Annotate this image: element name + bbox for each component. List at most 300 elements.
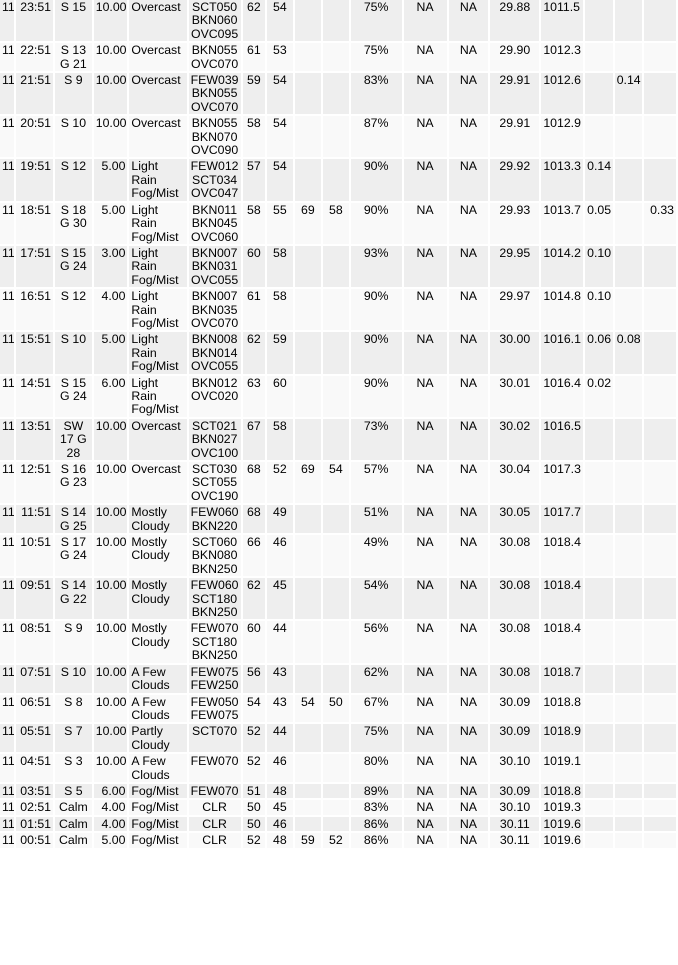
air-temp-cell: 63 — [243, 376, 265, 417]
air-temp-cell: 50 — [243, 817, 265, 831]
precip-1hr-cell — [585, 724, 613, 752]
wind-chill-cell: NA — [404, 159, 447, 200]
table-row — [0, 419, 676, 460]
six-hour-max-cell — [295, 800, 322, 814]
sky-condition-cell: FEW060 SCT180 BKN250 — [189, 578, 241, 619]
heat-index-cell: NA — [449, 784, 489, 798]
sky-condition-cell: BKN007 BKN035 OVC070 — [189, 289, 241, 330]
sky-condition-cell: SCT060 BKN080 BKN250 — [189, 535, 241, 576]
precip-3hr-cell — [615, 800, 643, 814]
six-hour-min-cell — [323, 505, 349, 533]
heat-index-cell: NA — [449, 817, 489, 831]
time-cell: 16:51 — [16, 289, 53, 330]
six-hour-max-cell — [295, 754, 322, 782]
six-hour-min-cell — [323, 419, 349, 460]
heat-index-cell: NA — [449, 833, 489, 847]
visibility-cell: 5.00 — [94, 159, 128, 200]
precip-3hr-cell — [615, 817, 643, 831]
date-cell: 11 — [0, 43, 14, 71]
precip-1hr-cell: 0.10 — [585, 289, 613, 330]
six-hour-min-cell: 54 — [323, 462, 349, 503]
wind-chill-cell: NA — [404, 462, 447, 503]
relative-humidity-cell: 67% — [351, 695, 402, 723]
six-hour-max-cell — [295, 332, 322, 373]
precip-1hr-cell — [585, 833, 613, 847]
six-hour-max-cell — [295, 665, 322, 693]
sea-level-pressure-cell: 1018.7 — [541, 665, 583, 693]
weather-cell: Partly Cloudy — [129, 724, 186, 752]
table-row — [0, 817, 676, 831]
relative-humidity-cell: 86% — [351, 817, 402, 831]
table-row — [0, 621, 676, 662]
weather-cell: Overcast — [129, 0, 186, 41]
air-temp-cell: 61 — [243, 43, 265, 71]
wind-cell: S 5 — [55, 784, 92, 798]
date-cell: 11 — [2, 783, 15, 798]
wind-cell: Calm — [55, 833, 92, 847]
six-hour-max-cell — [295, 159, 322, 200]
six-hour-min-cell — [323, 535, 349, 576]
wind-chill-cell: NA — [404, 754, 447, 782]
sky-condition-cell: BKN055 BKN070 OVC090 — [189, 116, 241, 157]
heat-index-cell: NA — [449, 419, 489, 460]
wind-chill-cell: NA — [404, 419, 447, 460]
precip-3hr-cell — [615, 833, 643, 847]
precip-6hr-cell — [644, 332, 676, 373]
six-hour-max-cell — [295, 376, 322, 417]
sky-condition-cell: BKN055 OVC070 — [189, 43, 241, 71]
dewpoint-cell: 43 — [267, 665, 293, 693]
precip-1hr-cell — [585, 116, 613, 157]
dewpoint-cell: 55 — [267, 203, 293, 244]
precip-3hr-cell: 0.14 — [615, 73, 643, 114]
six-hour-min-cell: 52 — [323, 833, 349, 847]
air-temp-cell: 59 — [243, 73, 265, 114]
date-cell: 11 — [0, 159, 14, 200]
precip-3hr-cell — [615, 376, 643, 417]
relative-humidity-cell: 75% — [351, 0, 402, 41]
precip-3hr-cell — [615, 246, 643, 287]
wind-chill-cell: NA — [404, 784, 447, 798]
table-row — [0, 0, 676, 41]
dewpoint-cell: 54 — [267, 73, 293, 114]
wind-cell: S 8 — [55, 695, 92, 723]
precip-3hr-cell — [615, 203, 643, 244]
precip-3hr-cell — [615, 665, 643, 693]
wind-cell: Calm — [55, 800, 92, 814]
visibility-cell: 10.00 — [94, 116, 128, 157]
wind-chill-cell: NA — [404, 621, 447, 662]
six-hour-max-cell — [295, 246, 322, 287]
date-cell: 11 — [2, 833, 15, 848]
wind-chill-cell: NA — [404, 535, 447, 576]
relative-humidity-cell: 90% — [351, 159, 402, 200]
six-hour-min-cell — [323, 159, 349, 200]
date-cell: 11 — [0, 505, 14, 533]
time-cell: 17:51 — [16, 246, 53, 287]
sky-condition-cell: FEW060 BKN220 — [189, 505, 241, 533]
altimeter-cell: 29.91 — [490, 73, 539, 114]
precip-6hr-cell — [644, 159, 676, 200]
dewpoint-cell: 48 — [267, 833, 293, 847]
six-hour-min-cell: 50 — [323, 695, 349, 723]
precip-3hr-cell — [615, 724, 643, 752]
precip-6hr-cell — [644, 724, 676, 752]
date-cell: 11 — [0, 621, 14, 662]
table-row — [0, 724, 676, 752]
weather-cell: Fog/Mist — [129, 784, 186, 798]
dewpoint-cell: 52 — [267, 462, 293, 503]
precip-3hr-cell — [615, 784, 643, 798]
six-hour-max-cell — [295, 621, 322, 662]
precip-1hr-cell — [585, 73, 613, 114]
six-hour-max-cell — [295, 289, 322, 330]
wind-cell: S 18 G 30 — [55, 203, 92, 244]
sky-condition-cell: CLR — [189, 833, 241, 847]
time-cell: 20:51 — [16, 116, 53, 157]
heat-index-cell: NA — [449, 43, 489, 71]
weather-cell: Light Rain Fog/Mist — [129, 246, 186, 287]
heat-index-cell: NA — [449, 116, 489, 157]
dewpoint-cell: 44 — [267, 621, 293, 662]
heat-index-cell: NA — [449, 289, 489, 330]
table-row — [0, 784, 676, 798]
dewpoint-cell: 48 — [267, 784, 293, 798]
heat-index-cell: NA — [449, 246, 489, 287]
dewpoint-cell: 58 — [267, 289, 293, 330]
wind-cell: S 12 — [55, 159, 92, 200]
heat-index-cell: NA — [449, 376, 489, 417]
precip-1hr-cell: 0.06 — [585, 332, 613, 373]
date-cell: 11 — [0, 0, 14, 41]
six-hour-max-cell: 59 — [295, 833, 322, 847]
relative-humidity-cell: 90% — [351, 332, 402, 373]
time-cell: 04:51 — [16, 754, 53, 782]
wind-chill-cell: NA — [404, 332, 447, 373]
weather-cell: Overcast — [129, 43, 186, 71]
air-temp-cell: 61 — [243, 289, 265, 330]
visibility-cell: 5.00 — [94, 833, 128, 847]
time-cell: 11:51 — [16, 505, 53, 533]
wind-cell: S 10 — [55, 665, 92, 693]
visibility-cell: 10.00 — [94, 695, 128, 723]
precip-3hr-cell: 0.08 — [615, 332, 643, 373]
relative-humidity-cell: 73% — [351, 419, 402, 460]
weather-cell: Mostly Cloudy — [129, 535, 186, 576]
six-hour-min-cell — [323, 754, 349, 782]
table-row — [0, 376, 676, 417]
precip-1hr-cell — [585, 754, 613, 782]
sky-condition-cell: BKN012 OVC020 — [189, 376, 241, 417]
precip-1hr-cell — [585, 0, 613, 41]
heat-index-cell: NA — [449, 505, 489, 533]
heat-index-cell: NA — [449, 332, 489, 373]
date-cell: 11 — [2, 816, 15, 831]
dewpoint-cell: 45 — [267, 578, 293, 619]
altimeter-cell: 30.08 — [490, 665, 539, 693]
table-row — [0, 462, 676, 503]
table-row — [0, 203, 676, 244]
altimeter-cell: 30.08 — [490, 535, 539, 576]
six-hour-min-cell — [323, 724, 349, 752]
time-cell: 13:51 — [16, 419, 53, 460]
air-temp-cell: 58 — [243, 203, 265, 244]
wind-cell: S 15 — [55, 0, 92, 41]
sky-condition-cell: SCT021 BKN027 OVC100 — [189, 419, 241, 460]
date-cell: 11 — [0, 203, 14, 244]
wind-cell: S 9 — [55, 621, 92, 662]
wind-cell: SW 17 G 28 — [55, 419, 92, 460]
wind-chill-cell: NA — [404, 116, 447, 157]
visibility-cell: 5.00 — [94, 332, 128, 373]
six-hour-min-cell — [323, 578, 349, 619]
time-cell: 06:51 — [16, 695, 53, 723]
precip-1hr-cell — [585, 817, 613, 831]
date-cell: 11 — [2, 800, 15, 815]
weather-cell: A Few Clouds — [129, 754, 186, 782]
date-cell: 11 — [0, 116, 14, 157]
relative-humidity-cell: 90% — [351, 376, 402, 417]
altimeter-cell: 29.97 — [490, 289, 539, 330]
wind-chill-cell: NA — [404, 73, 447, 114]
dewpoint-cell: 43 — [267, 695, 293, 723]
sea-level-pressure-cell: 1016.4 — [541, 376, 583, 417]
precip-1hr-cell: 0.05 — [585, 203, 613, 244]
relative-humidity-cell: 89% — [351, 784, 402, 798]
six-hour-max-cell — [295, 817, 322, 831]
heat-index-cell: NA — [449, 665, 489, 693]
wind-chill-cell: NA — [404, 203, 447, 244]
heat-index-cell: NA — [449, 535, 489, 576]
wind-chill-cell: NA — [404, 665, 447, 693]
sky-condition-cell: CLR — [189, 800, 241, 814]
wind-cell: S 3 — [55, 754, 92, 782]
precip-3hr-cell — [615, 505, 643, 533]
altimeter-cell: 29.88 — [490, 0, 539, 41]
wind-chill-cell: NA — [404, 578, 447, 619]
air-temp-cell: 66 — [243, 535, 265, 576]
precip-6hr-cell — [644, 800, 676, 814]
visibility-cell: 10.00 — [94, 0, 128, 41]
weather-cell: Fog/Mist — [129, 833, 186, 847]
wind-cell: S 14 G 22 — [55, 578, 92, 619]
time-cell: 01:51 — [16, 817, 53, 831]
heat-index-cell: NA — [449, 695, 489, 723]
heat-index-cell: NA — [449, 73, 489, 114]
weather-cell: A Few Clouds — [129, 695, 186, 723]
table-row — [0, 535, 676, 576]
six-hour-min-cell — [323, 332, 349, 373]
heat-index-cell: NA — [449, 724, 489, 752]
sea-level-pressure-cell: 1018.4 — [541, 621, 583, 662]
altimeter-cell: 29.93 — [490, 203, 539, 244]
time-cell: 10:51 — [16, 535, 53, 576]
air-temp-cell: 56 — [243, 665, 265, 693]
precip-6hr-cell: 0.33 — [644, 203, 676, 244]
relative-humidity-cell: 49% — [351, 535, 402, 576]
altimeter-cell: 29.90 — [490, 43, 539, 71]
precip-6hr-cell — [644, 665, 676, 693]
wind-chill-cell: NA — [404, 0, 447, 41]
visibility-cell: 10.00 — [94, 754, 128, 782]
table-row — [0, 246, 676, 287]
relative-humidity-cell: 86% — [351, 833, 402, 847]
precip-6hr-cell — [644, 535, 676, 576]
precip-1hr-cell — [585, 505, 613, 533]
table-row — [0, 43, 676, 71]
altimeter-cell: 30.02 — [490, 419, 539, 460]
air-temp-cell: 62 — [243, 578, 265, 619]
precip-1hr-cell — [585, 665, 613, 693]
six-hour-max-cell — [295, 505, 322, 533]
relative-humidity-cell: 90% — [351, 203, 402, 244]
precip-1hr-cell — [585, 578, 613, 619]
visibility-cell: 10.00 — [94, 419, 128, 460]
weather-cell: Overcast — [129, 73, 186, 114]
wind-cell: S 10 — [55, 332, 92, 373]
sky-condition-cell: SCT030 SCT055 OVC190 — [189, 462, 241, 503]
sea-level-pressure-cell: 1014.8 — [541, 289, 583, 330]
precip-6hr-cell — [644, 73, 676, 114]
dewpoint-cell: 54 — [267, 159, 293, 200]
sea-level-pressure-cell: 1019.3 — [541, 800, 583, 814]
time-cell: 05:51 — [16, 724, 53, 752]
precip-3hr-cell — [615, 419, 643, 460]
sea-level-pressure-cell: 1018.4 — [541, 535, 583, 576]
heat-index-cell: NA — [449, 754, 489, 782]
six-hour-min-cell — [323, 0, 349, 41]
precip-6hr-cell — [644, 754, 676, 782]
air-temp-cell: 54 — [243, 695, 265, 723]
table-row — [0, 754, 676, 782]
precip-3hr-cell — [615, 116, 643, 157]
dewpoint-cell: 44 — [267, 724, 293, 752]
table-row — [0, 289, 676, 330]
precip-6hr-cell — [644, 116, 676, 157]
altimeter-cell: 30.09 — [490, 695, 539, 723]
time-cell: 14:51 — [16, 376, 53, 417]
six-hour-max-cell — [295, 724, 322, 752]
six-hour-max-cell — [295, 0, 322, 41]
wind-cell: S 15 G 24 — [55, 376, 92, 417]
date-cell: 11 — [0, 578, 14, 619]
date-cell: 11 — [0, 289, 14, 330]
precip-6hr-cell — [644, 0, 676, 41]
six-hour-min-cell: 58 — [323, 203, 349, 244]
date-cell: 11 — [0, 535, 14, 576]
sea-level-pressure-cell: 1018.8 — [541, 695, 583, 723]
wind-cell: S 16 G 23 — [55, 462, 92, 503]
six-hour-max-cell: 69 — [295, 203, 322, 244]
wind-chill-cell: NA — [404, 289, 447, 330]
time-cell: 03:51 — [16, 784, 53, 798]
date-cell: 11 — [0, 419, 14, 460]
visibility-cell: 10.00 — [94, 505, 128, 533]
sky-condition-cell: SCT050 BKN060 OVC095 — [189, 0, 241, 41]
wind-cell: S 15 G 24 — [55, 246, 92, 287]
wind-cell: S 13 G 21 — [55, 43, 92, 71]
heat-index-cell: NA — [449, 578, 489, 619]
precip-6hr-cell — [644, 578, 676, 619]
sea-level-pressure-cell: 1011.5 — [541, 0, 583, 41]
relative-humidity-cell: 54% — [351, 578, 402, 619]
sea-level-pressure-cell: 1016.5 — [541, 419, 583, 460]
sky-condition-cell: FEW070 — [189, 784, 241, 798]
visibility-cell: 10.00 — [94, 73, 128, 114]
six-hour-max-cell — [295, 535, 322, 576]
sky-condition-cell: FEW050 FEW075 — [189, 695, 241, 723]
precip-6hr-cell — [644, 817, 676, 831]
precip-1hr-cell — [585, 695, 613, 723]
air-temp-cell: 51 — [243, 784, 265, 798]
relative-humidity-cell: 80% — [351, 754, 402, 782]
dewpoint-cell: 59 — [267, 332, 293, 373]
six-hour-max-cell — [295, 784, 322, 798]
visibility-cell: 6.00 — [94, 376, 128, 417]
relative-humidity-cell: 83% — [351, 800, 402, 814]
six-hour-min-cell — [323, 43, 349, 71]
weather-cell: Light Rain Fog/Mist — [129, 332, 186, 373]
wind-chill-cell: NA — [404, 833, 447, 847]
precip-6hr-cell — [644, 833, 676, 847]
precip-3hr-cell — [615, 0, 643, 41]
dewpoint-cell: 58 — [267, 246, 293, 287]
time-cell: 07:51 — [16, 665, 53, 693]
altimeter-cell: 30.01 — [490, 376, 539, 417]
wind-chill-cell: NA — [404, 43, 447, 71]
wind-chill-cell: NA — [404, 800, 447, 814]
wind-chill-cell: NA — [404, 505, 447, 533]
six-hour-min-cell — [323, 376, 349, 417]
heat-index-cell: NA — [449, 203, 489, 244]
precip-3hr-cell — [615, 289, 643, 330]
precip-6hr-cell — [644, 784, 676, 798]
air-temp-cell: 50 — [243, 800, 265, 814]
precip-6hr-cell — [644, 43, 676, 71]
visibility-cell: 10.00 — [94, 462, 128, 503]
sky-condition-cell: FEW070 SCT180 BKN250 — [189, 621, 241, 662]
six-hour-max-cell — [295, 578, 322, 619]
altimeter-cell: 30.11 — [490, 817, 539, 831]
wind-cell: S 10 — [55, 116, 92, 157]
weather-cell: A Few Clouds — [129, 665, 186, 693]
precip-6hr-cell — [644, 621, 676, 662]
date-cell: 11 — [0, 332, 14, 373]
relative-humidity-cell: 51% — [351, 505, 402, 533]
precip-3hr-cell — [615, 43, 643, 71]
time-cell: 22:51 — [16, 43, 53, 71]
precip-6hr-cell — [644, 462, 676, 503]
visibility-cell: 10.00 — [94, 535, 128, 576]
time-cell: 09:51 — [16, 578, 53, 619]
sky-condition-cell: FEW075 FEW250 — [189, 665, 241, 693]
wind-cell: S 9 — [55, 73, 92, 114]
precip-3hr-cell — [615, 462, 643, 503]
visibility-cell: 10.00 — [94, 665, 128, 693]
six-hour-min-cell — [323, 800, 349, 814]
altimeter-cell: 30.04 — [490, 462, 539, 503]
altimeter-cell: 30.10 — [490, 754, 539, 782]
precip-1hr-cell — [585, 621, 613, 662]
wind-cell: S 12 — [55, 289, 92, 330]
precip-1hr-cell — [585, 784, 613, 798]
sea-level-pressure-cell: 1018.4 — [541, 578, 583, 619]
air-temp-cell: 60 — [243, 621, 265, 662]
precip-3hr-cell — [615, 754, 643, 782]
sky-condition-cell: FEW039 BKN055 OVC070 — [189, 73, 241, 114]
table-row — [0, 800, 676, 814]
precip-6hr-cell — [644, 376, 676, 417]
